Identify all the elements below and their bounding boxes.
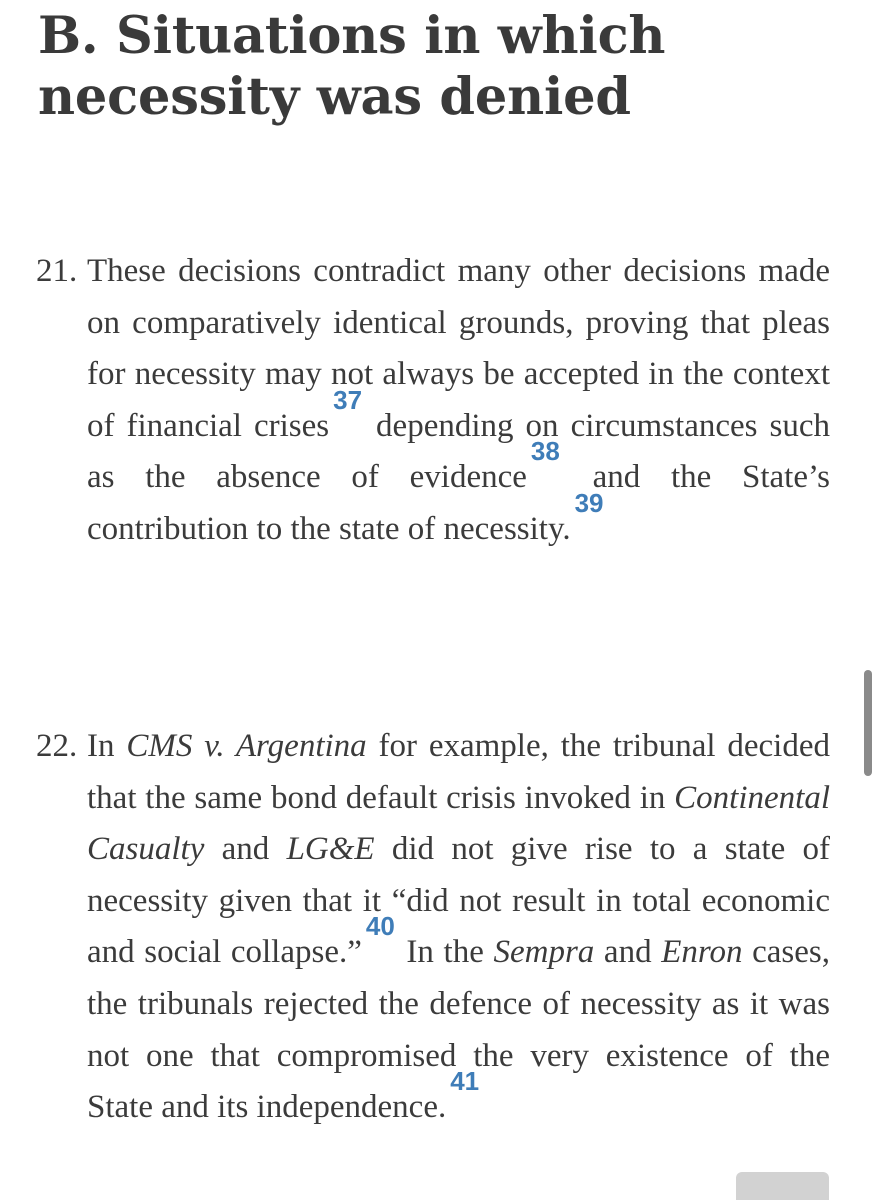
floating-action-button[interactable] [736,1172,829,1200]
case-name-cms-v-argentina: CMS v. Argentina [126,728,367,764]
footnote-link-39[interactable]: 39 [574,487,604,518]
paragraph-21 [36,246,830,556]
footnote-link-41[interactable]: 41 [450,1066,480,1097]
case-name-sempra: Sempra [493,934,595,971]
footnote-link-38[interactable]: 38 [530,436,560,467]
paragraph-text: These decisions contradict many other decisions made on comparatively identical grounds, proving that pleas for necessity may not always be accepted in the context of financial crises [87,253,830,444]
paragraph-text: and the State’s contribution to the state of necessity. [87,459,830,547]
paragraph-text: and [204,831,287,868]
case-name-lg-e: LG&E [286,831,375,868]
paragraph-text: depending on circumstances such as the absence of evidence [87,407,830,496]
footnote-link-40[interactable]: 40 [365,911,395,942]
paragraph-number: 22. [36,728,78,764]
scrollbar-thumb[interactable] [864,670,872,776]
paragraph-text: and [594,934,662,971]
case-name-enron: Enron [661,934,743,971]
case-name-continental-casualty: Continental Casualty [87,779,830,868]
section-heading: B. Situations in which necessity was denied [38,6,666,127]
paragraph-body [87,246,830,556]
paragraph-text: for example, the tribunal decided that the same bond default crisis invoked in [87,728,830,816]
paragraph-text: did not give rise to a state of necessity given that it “did not result in total economic and social collapse.” [87,831,830,971]
paragraph-number: 21. [36,253,78,289]
paragraph-text: In the [396,934,494,971]
paragraph-text: cases, the tribunals rejected the defence of necessity as it was not one that compromised the very existence of the State and its independence. [87,934,830,1126]
paragraph-body [87,721,830,1134]
paragraph-22 [36,721,830,1134]
footnote-link-37[interactable]: 37 [333,384,363,415]
paragraph-text: In [87,728,127,764]
